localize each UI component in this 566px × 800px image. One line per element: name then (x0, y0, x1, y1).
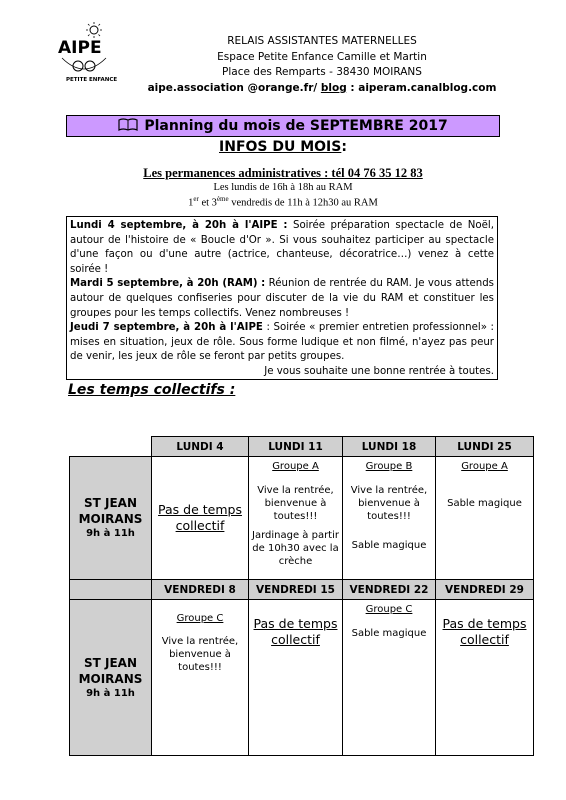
schedule-header-row-1 (70, 437, 534, 457)
header-spacer (70, 580, 152, 600)
place-hours: 9h à 11h (86, 687, 135, 699)
header-address (120, 34, 524, 96)
infos-title: INFOS DU MOIS (219, 139, 342, 155)
place-name-2: MOIRANS (78, 512, 143, 526)
permanences-l2-sup1: er (193, 195, 199, 203)
activity-text: Vive la rentrée, bienvenue à toutes!!! (257, 485, 334, 522)
schedule-row-1 (70, 457, 534, 580)
header-contact (120, 81, 524, 97)
aipe-logo (56, 20, 118, 84)
column-header: VENDREDI 8 (152, 580, 249, 600)
news-item-1 (70, 219, 494, 277)
schedule-header-row-2 (70, 580, 534, 600)
place-name-2: MOIRANS (78, 671, 143, 686)
permanences-line-1: Les lundis de 16h à 18h au RAM (213, 182, 353, 193)
news-item-3 (70, 321, 494, 365)
news-item-2 (70, 277, 494, 321)
place-cell (70, 457, 152, 580)
place-name-1: ST JEAN (84, 496, 137, 510)
column-header: LUNDI 11 (249, 437, 343, 457)
news-item-2-text: Réunion de rentrée du RAM. Je vous attends autour de quelques confiseries pour discuter de la vie du RAM et constituer les groupes pour les temps collectifs. Venez nombreuses ! (70, 278, 494, 319)
header-blog-label: blog (320, 81, 347, 94)
news-item-3-text: : Soirée « premier entretien professionnel» : mises en situation, jeux de rôle. Sous forme ludique et non filmé, n'ayez pas peur de venir, les jeux de rôle se feront par petits groupes. (70, 322, 494, 363)
activity-text: Sable magique (351, 628, 427, 639)
infos-suffix: : (341, 139, 347, 155)
header-line-2: Espace Petite Enfance Camille et Martin (217, 50, 427, 63)
schedule-cell (436, 457, 534, 580)
header-blog-separator: : (346, 81, 359, 94)
no-session-label: Pas de temps collectif (253, 616, 338, 647)
header-blog-url[interactable]: aiperam.canalblog.com (358, 81, 497, 94)
permanences-l2-c: vendredis de 11h à 12h30 au RAM (228, 197, 378, 209)
activity-text: Vive la rentrée, bienvenue à toutes!!! (161, 636, 239, 673)
activity-text: Sable magique (447, 498, 522, 509)
group-label: Groupe C (365, 604, 413, 615)
activity-text: Sable magique (351, 540, 427, 551)
group-label: Groupe B (365, 461, 413, 472)
svg-text:AIPE: AIPE (58, 38, 102, 58)
column-header: VENDREDI 22 (343, 580, 436, 600)
news-signature: Je vous souhaite une bonne rentrée à toutes. (264, 365, 494, 377)
infos-heading (0, 139, 566, 155)
header-line-1: RELAIS ASSISTANTES MATERNELLES (227, 35, 417, 47)
permanences-l2-b: et 3 (198, 197, 217, 209)
permanences-line-2 (0, 195, 566, 209)
schedule-cell (436, 600, 534, 756)
schedule-row-2 (70, 600, 534, 756)
column-header: LUNDI 25 (436, 437, 534, 457)
column-header: VENDREDI 29 (436, 580, 534, 600)
permanences-l2-a: 1 (188, 197, 194, 209)
column-header: VENDREDI 15 (249, 580, 343, 600)
no-session-label: Pas de temps collectif (158, 502, 242, 533)
table-corner (70, 437, 152, 457)
news-item-3-heading: Jeudi 7 septembre, à 20h à l'AIPE (70, 322, 263, 334)
schedule-cell (152, 457, 249, 580)
header-email[interactable]: aipe.association @orange.fr/ (147, 81, 318, 94)
group-label: Groupe C (176, 613, 224, 624)
group-label: Groupe A (461, 461, 508, 472)
column-header: LUNDI 18 (343, 437, 436, 457)
activity-text: Vive la rentrée, bienvenue à toutes!!! (350, 485, 428, 522)
svg-text:PETITE ENFANCE: PETITE ENFANCE (66, 77, 118, 83)
page-title: Planning du mois de SEPTEMBRE 2017 (144, 118, 448, 134)
permanences-title: Les permanences administratives : tél 04 76 35 12 83 (143, 166, 423, 180)
news-item-2-heading: Mardi 5 septembre, à 20h (RAM) : (70, 278, 266, 290)
permanences-l2-sup2: ème (216, 195, 229, 203)
page-title-banner (66, 115, 500, 137)
place-name-1: ST JEAN (84, 655, 137, 670)
place-hours: 9h à 11h (86, 528, 135, 539)
schedule-cell (249, 600, 343, 756)
column-header: LUNDI 4 (152, 437, 249, 457)
activity-text: Jardinage à partir de 10h30 avec la crèche (252, 530, 339, 567)
schedule-cell (343, 457, 436, 580)
no-session-label: Pas de temps collectif (442, 616, 527, 647)
schedule-table (69, 436, 534, 756)
open-book-icon (118, 118, 138, 131)
schedule-cell (343, 600, 436, 756)
schedule-cell (152, 600, 249, 756)
news-item-1-text: Soirée préparation spectacle de Noël, autour de l'histoire de « Boucle d'Or ». Si vous souhaitez participer au spectacle d'une façon ou d'une autre (actrice, chanteuse, décoratrice…) venez à cette soirée ! (70, 220, 494, 275)
schedule-cell (249, 457, 343, 580)
header-line-3: Place des Remparts - 38430 MOIRANS (222, 66, 422, 78)
section-title: Les temps collectifs : (68, 382, 236, 398)
group-label: Groupe A (272, 461, 319, 472)
news-item-1-heading: Lundi 4 septembre, à 20h à l'AIPE : (70, 220, 288, 231)
place-cell (70, 600, 152, 756)
news-box (66, 216, 498, 380)
